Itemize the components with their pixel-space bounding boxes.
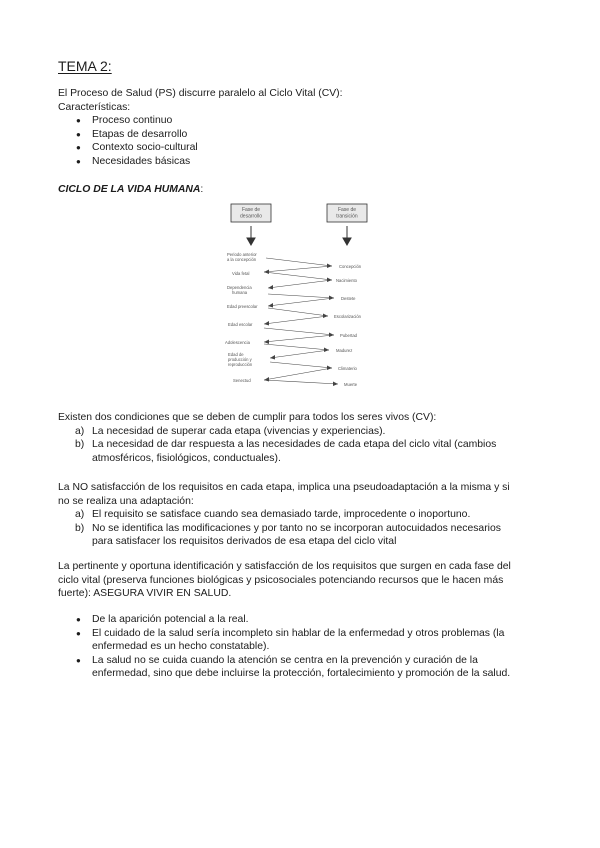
list-item xyxy=(58,654,558,681)
stage-label: Edad preescolar xyxy=(227,304,258,309)
down-arrows xyxy=(247,226,351,245)
list-item-line: La necesidad de superar cada etapa (vivencias y experiencias). xyxy=(92,425,386,437)
life-cycle-diagram xyxy=(224,200,384,392)
list-item xyxy=(58,522,558,549)
intro-section xyxy=(58,87,558,169)
development-stage-labels xyxy=(225,252,258,383)
stage-label: Vida fetal xyxy=(232,271,250,276)
list-item-line: No se identifica las modificaciones y por tanto no se incorporan autocuidados necesarios xyxy=(92,522,501,534)
conditions-list xyxy=(58,425,558,466)
list-item-line: ● De la aparición potencial a la real. xyxy=(92,614,249,625)
development-box-line: desarrollo xyxy=(240,213,262,220)
list-marker: a) xyxy=(75,425,85,437)
transition-label: Muerte xyxy=(344,382,358,387)
list-item: ● Necesidades básicas xyxy=(58,155,558,169)
list-item xyxy=(58,627,558,654)
paragraph-line: no se realiza una adaptación: xyxy=(58,495,194,507)
transition-label: Escolarización xyxy=(334,314,361,319)
development-box-line: Fase de xyxy=(241,207,261,213)
intro-line: El Proceso de Salud (PS) discurre paralelo al Ciclo Vital (CV): xyxy=(58,88,343,99)
list-item-line: ● El cuidado de la salud sería incompleto sin hablar de la enfermedad y otros problemas (la xyxy=(92,627,505,639)
transition-label: Nacimiento xyxy=(336,278,357,283)
list-item: ● Etapas de desarrollo xyxy=(58,128,558,142)
list-item-line: para satisfacer los requisitos derivados de esa etapa del ciclo vital xyxy=(92,536,397,548)
stage-label: producción y xyxy=(228,357,252,362)
stage-label: Edad escolar xyxy=(228,322,253,327)
final-bullets-section xyxy=(58,613,558,681)
characteristics-list xyxy=(58,114,558,168)
paragraph-line: La pertinente y oportuna identificación y satisfacción de los requisitos que surgen en cada fase del xyxy=(58,561,511,572)
conditions-section xyxy=(58,411,558,465)
list-item xyxy=(58,425,558,439)
cycle-arrows xyxy=(264,258,338,384)
list-item-line: enfermedad, sino que debe incluirse la protección, fortalecimiento y promoción de la salud. xyxy=(92,668,511,680)
list-item xyxy=(58,438,558,465)
list-item xyxy=(58,613,558,627)
list-item xyxy=(58,508,558,522)
list-marker: a) xyxy=(75,509,85,521)
page-title: TEMA 2: xyxy=(58,58,112,74)
stage-label: humana xyxy=(232,290,248,295)
list-item: ● Contexto socio-cultural xyxy=(58,141,558,155)
transition-labels xyxy=(334,264,362,387)
transition-box-line: transición xyxy=(336,213,358,220)
stage-label: Periodo anterior xyxy=(227,252,257,257)
cycle-heading-colon: : xyxy=(200,184,204,195)
transition-label: Pubertad xyxy=(340,333,357,338)
list-item-line: enfermedad es un hecho constatable). xyxy=(92,641,270,653)
paragraph-line: La NO satisfacción de los requisitos en cada etapa, implica una pseudoadaptación a la misma y si xyxy=(58,482,510,493)
stage-label: reproducción xyxy=(228,362,253,367)
stage-label: Edad de xyxy=(228,352,244,357)
list-item-line: La necesidad de dar respuesta a las necesidades de cada etapa del ciclo vital (cambios xyxy=(92,439,497,451)
transition-box-line: Fase de xyxy=(337,207,357,213)
stage-label: Adolescencia xyxy=(225,340,250,345)
no-satisfaction-list xyxy=(58,508,558,549)
list-marker: b) xyxy=(75,439,85,451)
list-item-line: atmosféricos, fisiológicos, conductuales). xyxy=(92,452,281,464)
pertinent-section xyxy=(58,560,558,601)
stage-label: Senectud xyxy=(233,378,251,383)
cycle-heading xyxy=(58,183,203,197)
final-bullet-list xyxy=(58,613,558,681)
list-item-line: El requisito se satisface cuando sea demasiado tarde, improcedente o inoportuno. xyxy=(92,509,471,521)
transition-label: Madurez xyxy=(336,348,353,353)
no-satisfaction-section xyxy=(58,481,558,549)
list-marker: b) xyxy=(75,522,85,534)
conditions-intro: Existen dos condiciones que se deben de cumplir para todos los seres vivos (CV): xyxy=(58,412,437,423)
list-item-line: ● La salud no se cuida cuando la atención se centra en la prevención y curación de la xyxy=(92,654,478,666)
characteristics-label: Características: xyxy=(58,101,131,113)
list-item: ● Proceso continuo xyxy=(58,114,558,128)
transition-label: Climaterio xyxy=(338,366,357,371)
cycle-heading-text: CICLO DE LA VIDA HUMANA xyxy=(58,184,201,195)
stage-label: Dependencia xyxy=(227,285,252,290)
transition-label: Destete xyxy=(341,296,356,301)
paragraph-line: fuerte): ASEGURA VIVIR EN SALUD. xyxy=(58,588,232,600)
stage-label: a la concepción xyxy=(227,257,257,262)
transition-label: Concepción xyxy=(339,264,362,269)
paragraph-line: ciclo vital (preserva funciones biológicas y psicosociales potenciando recursos que le hacen más xyxy=(58,574,504,586)
